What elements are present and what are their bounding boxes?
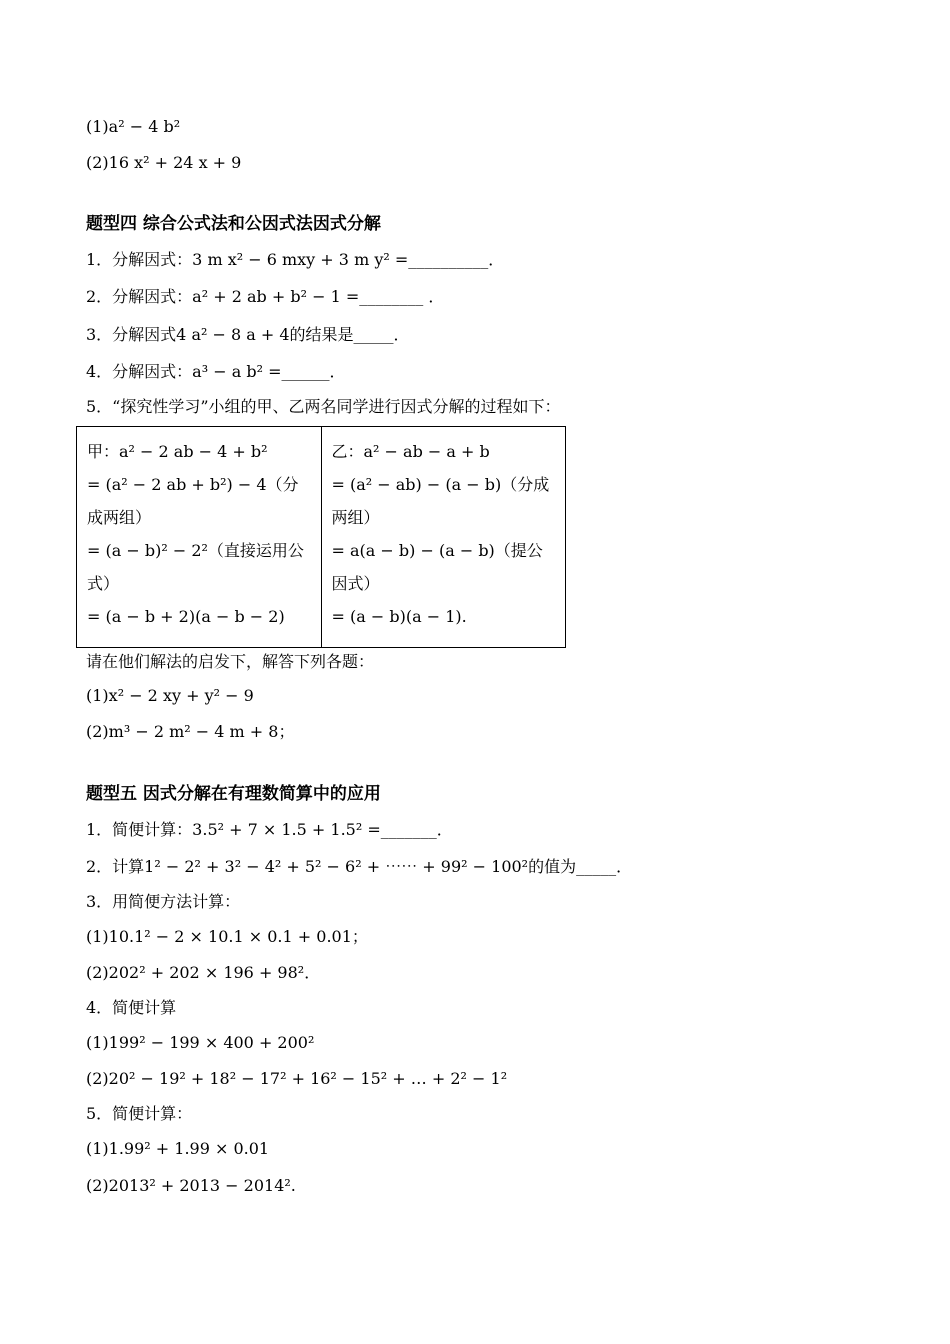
yi-step-4: = (a − b)(a − 1). bbox=[331, 607, 467, 626]
problem-top-2: (2)16 x² + 24 x + 9 bbox=[86, 153, 242, 172]
problem-top-1: (1)a² − 4 b² bbox=[86, 117, 181, 136]
s5-item-7: (1)199² − 199 × 400 + 200² bbox=[86, 1033, 315, 1052]
s4-sub-1: (1)x² − 2 xy + y² − 9 bbox=[86, 686, 254, 705]
jia-step-2: = (a² − 2 ab + b²) − 4（分成两组） bbox=[87, 475, 299, 527]
s5-item-8: (2)20² − 19² + 18² − 17² + 16² − 15² + … + 2² − 1² bbox=[86, 1069, 508, 1088]
section-title-4: 题型四 综合公式法和公因式法因式分解 bbox=[86, 214, 381, 234]
s5-item-4: (1)10.1² − 2 × 10.1 × 0.1 + 0.01； bbox=[86, 927, 368, 946]
yi-step-3: = a(a − b) − (a − b)（提公因式） bbox=[331, 541, 543, 593]
jia-step-1: 甲：a² − 2 ab − 4 + b² bbox=[87, 442, 268, 461]
yi-step-1: 乙：a² − ab − a + b bbox=[331, 442, 490, 461]
solution-table bbox=[76, 426, 566, 648]
jia-step-3: = (a − b)² − 2²（直接运用公式） bbox=[87, 541, 304, 593]
s5-item-3: 3．用简便方法计算： bbox=[86, 892, 241, 911]
s4-item-3: 3．分解因式4 a² − 8 a + 4的结果是_____． bbox=[86, 325, 410, 344]
s4-sub-2: (2)m³ − 2 m² − 4 m + 8； bbox=[86, 722, 295, 741]
s5-item-6: 4．简便计算 bbox=[86, 998, 177, 1017]
solution-yi bbox=[321, 427, 566, 648]
s5-item-2: 2．计算1² − 2² + 3² − 4² + 5² − 6² + ⋯⋯ + 99² − 100²的值为_____． bbox=[86, 857, 633, 876]
s4-item-1: 1．分解因式：3 m x² − 6 mxy + 3 m y² =__________． bbox=[86, 250, 505, 269]
s4-item-2: 2．分解因式：a² + 2 ab + b² − 1 =________ ． bbox=[86, 287, 445, 306]
jia-step-4: = (a − b + 2)(a − b − 2) bbox=[87, 607, 285, 626]
s5-item-10: (1)1.99² + 1.99 × 0.01 bbox=[86, 1139, 270, 1158]
yi-step-2: = (a² − ab) − (a − b)（分成两组） bbox=[331, 475, 550, 527]
s5-item-5: (2)202² + 202 × 196 + 98²． bbox=[86, 963, 321, 982]
s4-after: 请在他们解法的启发下，解答下列各题： bbox=[86, 652, 375, 671]
s4-item-4: 4．分解因式：a³ − a b² =______． bbox=[86, 362, 346, 381]
s5-item-1: 1．简便计算：3.5² + 7 × 1.5 + 1.5² =_______． bbox=[86, 820, 453, 839]
s4-item-5: 5．“探究性学习”小组的甲、乙两名同学进行因式分解的过程如下： bbox=[86, 397, 561, 416]
solution-jia bbox=[77, 427, 322, 648]
section-title-5: 题型五 因式分解在有理数简算中的应用 bbox=[86, 784, 381, 804]
s5-item-9: 5．简便计算： bbox=[86, 1104, 193, 1123]
s5-item-11: (2)2013² + 2013 − 2014². bbox=[86, 1176, 296, 1195]
